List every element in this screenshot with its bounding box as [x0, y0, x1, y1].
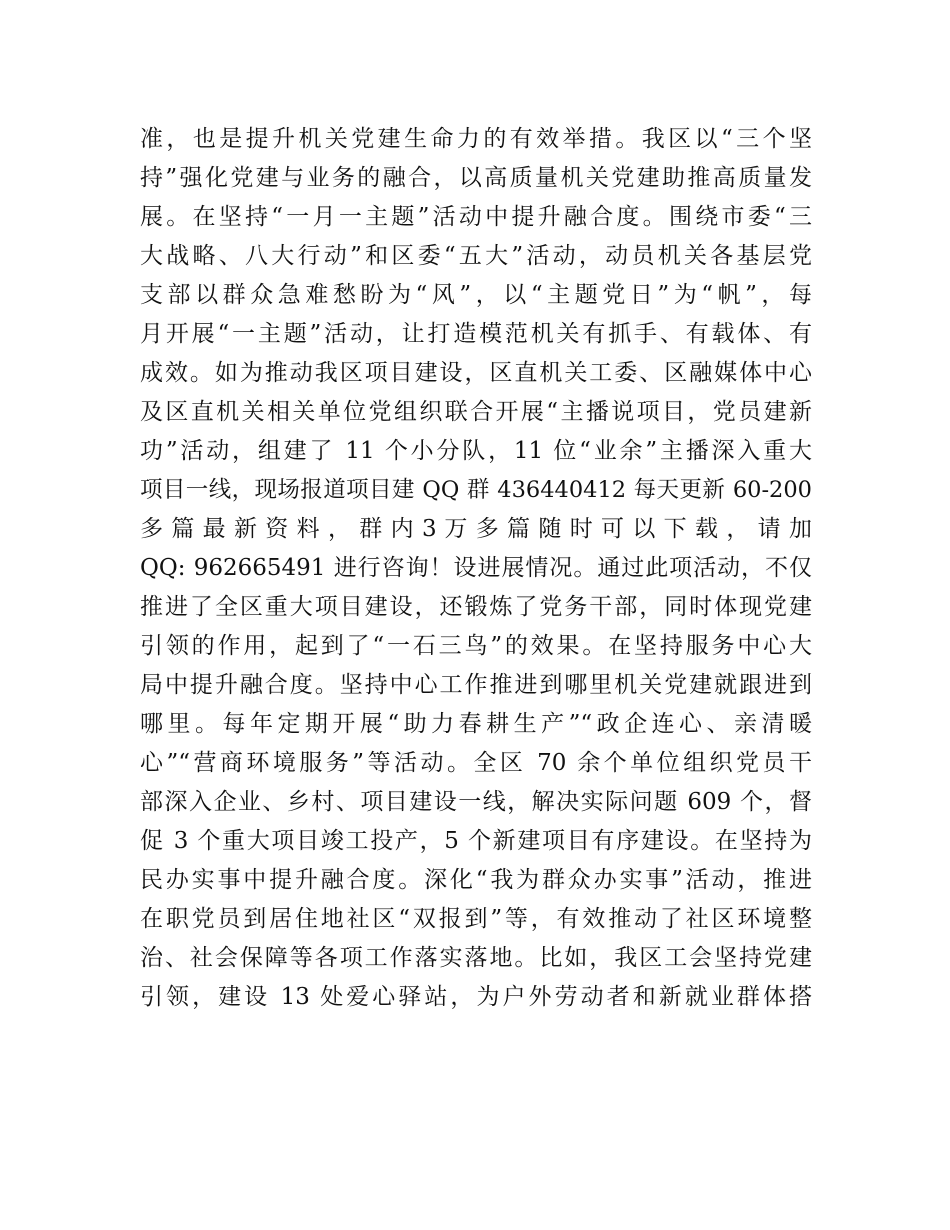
text-line: 功”活动，组建了 11 个小分队，11 位“业余”主播深入重大 — [140, 438, 812, 464]
text-line: 持”强化党建与业务的融合，以高质量机关党建助推高质量发 — [140, 165, 812, 191]
text-line: 大战略、八大行动”和区委“五大”活动，动员机关各基层党 — [140, 243, 812, 269]
text-line: 多 篇 最 新 资 料 ， 群 内 3 万 多 篇 随 时 可 以 下 载 ， 请 加 — [140, 516, 812, 542]
text-line: 展。在坚持“一月一主题”活动中提升融合度。围绕市委“三 — [140, 204, 812, 230]
text-line: 局中提升融合度。坚持中心工作推进到哪里机关党建就跟进到 — [140, 672, 812, 698]
text-line: 支部以群众急难愁盼为“风”，以“主题党日”为“帆”，每 — [140, 282, 812, 308]
text-line: 成效。如为推动我区项目建设，区直机关工委、区融媒体中心 — [140, 360, 812, 386]
text-line: 及区直机关相关单位党组织联合开展“主播说项目，党员建新 — [140, 399, 812, 425]
text-line: 引领的作用，起到了“一石三鸟”的效果。在坚持服务中心大 — [140, 633, 812, 659]
text-line: 准，也是提升机关党建生命力的有效举措。我区以“三个坚 — [140, 126, 812, 152]
text-line: 月开展“一主题”活动，让打造模范机关有抓手、有载体、有 — [140, 321, 812, 347]
body-text — [140, 120, 812, 1017]
text-line: 部深入企业、乡村、项目建设一线，解决实际问题 609 个，督 — [140, 789, 812, 815]
text-line: 促 3 个重大项目竣工投产，5 个新建项目有序建设。在坚持为 — [140, 828, 812, 854]
text-line: QQ: 962665491 进行咨询！设进展情况。通过此项活动，不仅 — [140, 555, 812, 581]
text-line: 在职党员到居住地社区“双报到”等，有效推动了社区环境整 — [140, 906, 812, 932]
text-line: 引领，建设 13 处爱心驿站，为户外劳动者和新就业群体搭 — [140, 984, 812, 1010]
text-line: 哪里。每年定期开展“助力春耕生产”“政企连心、亲清暖 — [140, 711, 812, 737]
text-line: 推进了全区重大项目建设，还锻炼了党务干部，同时体现党建 — [140, 594, 812, 620]
text-line: 治、社会保障等各项工作落实落地。比如，我区工会坚持党建 — [140, 945, 812, 971]
text-line: 项目一线，现场报道项目建 QQ 群 436440412 每天更新 60-200 — [140, 477, 812, 503]
text-line: 心”“营商环境服务”等活动。全区 70 余个单位组织党员干 — [140, 750, 812, 776]
text-line: 民办实事中提升融合度。深化“我为群众办实事”活动，推进 — [140, 867, 812, 893]
